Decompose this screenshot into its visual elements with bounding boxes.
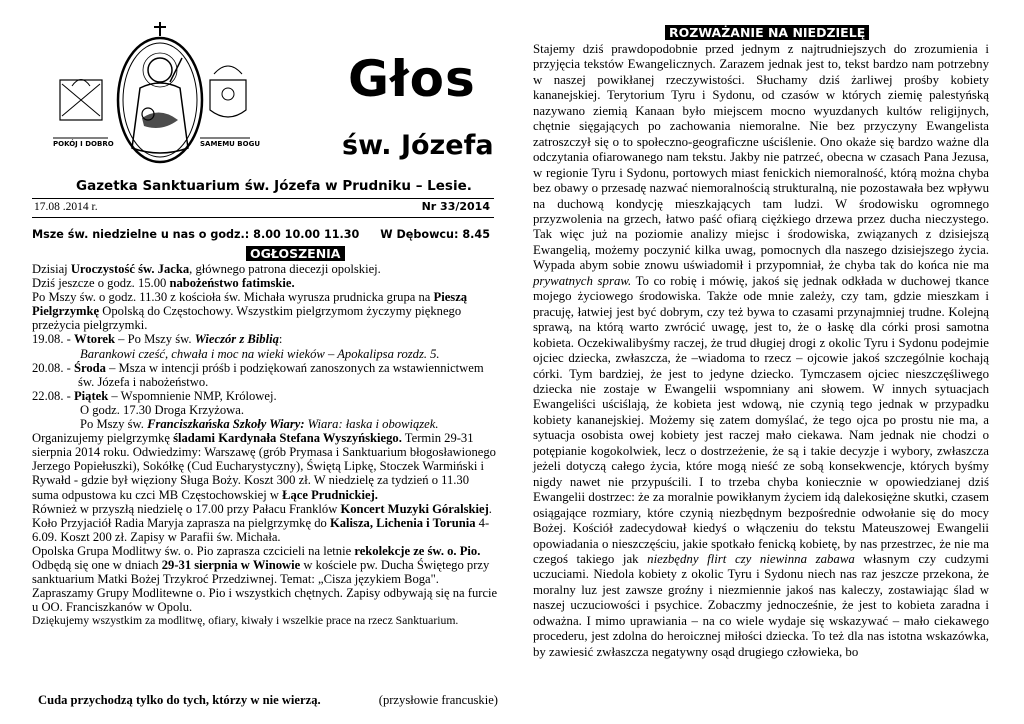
announcement-item: 19.08. - Wtorek – Po Mszy św. Wieczór z Biblią: [32, 332, 283, 347]
footer-quote [38, 693, 498, 708]
mass-times-sunday: Msze św. niedzielne u nas o godz.: 8.00 10.00 11.30 [32, 228, 360, 241]
announcement-item: 22.08. - Piątek – Wspomnienie NMP, Królowej. [32, 388, 277, 403]
announcement-item: Koło Przyjaciół Radia Maryja zaprasza na pielgrzymkę do Kalisza, Lichenia i Torunia 4-6.09. Koszt 200 zł. Zapisy w Parafii św. Michała. [32, 515, 490, 544]
reflection-paragraph: Stajemy dziś prawdopodobnie przed jednym z najtrudniejszych do zrozumienia i przyjęcia tekstów Ewangelicznych. Zarazem jednak jest to, tekst bardzo nam potrzebny w naszej powikłanej rzeczywistości. Słuchamy dziś żarliwej prośby kobiety kananejskiej. Terytorium Tyru i Sydonu, od czasów w których ziemię palestyńską nazywano ziemią Kanaan było miejscem mocno wyuzdanych kultów religijnych, chętnie sięgających po zachowania niemoralne. Nie bez przyczyny Ewangelista zatroszczył się o to społeczno-geograficzne uściślenie. Ono okaże się bardzo ważne dla odczytania ofiarowanego nam tekstu. Jakby nie patrzeć, obecna w czasach Pana Jezusa, w regionie Tyru i Sydonu, portowych miast fenickich niemoralność, którą można chyba bez obawy o przesadę nazwać niemoralnością strukturalną, nie pozostawała bez wpływu na duchową kondycję mieszkających tam ludzi. W środowisku ogromnego przyzwolenia na grzech, łatwo paść ofiarą ciężkiego drzewa przez ducha nieczystego. Tak więc już na poziomie analizy miejsc i środowiska, związanych z dzisiejszą Ewangelią, możemy poczynić kilka uwag, pomocnych dla naszego dzisiejszego życia. Wypada abym sobie znowu uświadomił i przypomniał, że chyba tak do końca nie ma prywatnych spraw. To co robię i mówię, jakoś się jednak odkłada w duchowej tkance mojego życiowego środowiska. Także ode mnie zależy, czy tam, gdzie mieszkam i pracuję, łatwiej jest być dobrym, czy też bywa to czasami przynajmniej trudne. Kolejną sprawą, na którą warto zwrócić uwagę, jest to, że o łaskę dla córki prosi samotna kobieta. Oczekiwalibyśmy raczej, że trud długiej drogi z okolic Tyru i Sydonu podejmie ojciec dziecka, zwłaszcza, że –wiadoma to rzecz – ojcowie jakoś szczególnie kochają córki. Tym bardziej, że jest to jedyne dziecko. Tymczasem ojciec nieszczęśliwego dziecka nie zostaje w Ewangelii wspomniany ani słowem. W innych sytuacjach Ewangeliści uściślają, że kobieta jest wdową, nie czynią tego jednak w przypadku kobiety kananejskiej. Możemy się zatem domyślać, że tego ojca po prostu nie ma, a sytuacja osobista owej kobiety jest raczej mało ciekawa. Nam jednak nie chodzi o potępianie kogokolwiek, lecz o dostrzeżenie, że są i takie decyzje i wybory, zwłaszcza jeżeli dotyczą całego życia, które mogą nieść ze sobą konsekwencje, których byśmy nigdy nawet nie przypuścili. I to trzeba chyba koniecznie w opowiedzianej dziś Ewangelii dostrzec: że za moralnie powikłanym życiem idą dalekosiężne skutki, czasem osiągające rozmiary, które czynią niezbędnym bezpośrednie odwołanie się do mocy Bożej. Kościół zadecydował kiedyś o włączeniu do tekstu Mateuszowej Ewangelii opowiadania o nieszczęściu, jakie spotkało fenicką kobietę, by nas przestrzec, że nie ma czegoś takiego jak niezbędny flirt czy niewinna zabawa własnym czy cudzymi uczuciami. Niedola kobiety z okolic Tyru i Sydonu niech nas raz jeszcze przekona, że moralny luz jest zawsze groźny i niezmiennie jakoś nas kaleczy, zostawiając ślad w naszej uczuciowości i psychice. Zobaczmy jednocześnie, że jest to kobieta zaradna i odważna. I mimo uprawiania – na co wiele wydaje się wskazywać – mało ciekawego procederu, jest zdolna do heroicznej miłości dziecka. To też dla nas istotna wskazówka, by zawiesić zwłaszcza negatywny osąd drugiego człowieka, bo [533, 42, 989, 659]
newsletter-title: Głos [348, 50, 476, 108]
announcement-item: Dziś jeszcze o godz. 15.00 nabożeństwo fatimskie. [32, 276, 295, 291]
announcement-item: Również w przyszłą niedzielę o 17.00 przy Pałacu Franklów Koncert Muzyki Góralskiej. [32, 501, 492, 516]
quote-text: Cuda przychodzą tylko do tych, którzy w nie wierzą. [38, 693, 321, 707]
announcement-item: Opolska Grupa Modlitwy św. o. Pio zaprasza czcicieli na letnie rekolekcje ze św. o. Pio. Odbędą się one w dniach 29-31 sierpnia w Winowie w kościele pw. Ducha Świętego przy sanktuarium Matki Bożej Trzykroć Przedziwnej. Temat: „Cisza językiem Boga". Zapraszamy Grupy Modlitewne o. Pio i wszystkich chętnych. Zapisy odbywają się na furcie u OO. Franciszkanów w Opolu. [32, 543, 498, 615]
announcement-item: O godz. 17.30 Droga Krzyżowa. [80, 402, 245, 417]
announcements-heading: OGŁOSZENIA [246, 245, 345, 263]
svg-text:POKÓJ I DOBRO: POKÓJ I DOBRO [53, 140, 114, 148]
issue-date: 17.08 .2014 r. [34, 201, 98, 213]
sanctuary-logo [50, 18, 261, 168]
quote-source: (przysłowie francuskie) [378, 693, 498, 707]
mass-times-debowiec: W Dębowcu: 8.45 [380, 228, 490, 241]
announcement-item: 20.08. - Środa – Msza w intencji próśb i podziękowań zanoszonych za wstawiennictwem św. Józefa i nabożeństwo. [32, 360, 484, 389]
announcement-item: Po Mszy św. o godz. 11.30 z kościoła św. Michała wyrusza prudnicka grupa na Pieszą Pielgrzymkę Opolską do Częstochowy. Wszystkim pielgrzymom życzymy pięknego przeżycia pielgrzymki. [32, 290, 468, 333]
mass-times [32, 228, 496, 241]
announcement-item: Barankowi cześć, chwała i moc na wieki wieków – Apokalipsa rozdz. 5. [80, 346, 440, 361]
reflection-heading: ROZWAŻANIE NA NIEDZIELĘ [665, 24, 869, 42]
issue-number: Nr 33/2014 [421, 200, 490, 213]
announcement-item: Dzisiaj Uroczystość św. Jacka, głównego patrona diecezji opolskiej. [32, 262, 381, 276]
announcement-item: Organizujemy pielgrzymkę śladami Kardynała Stefana Wyszyńskiego. Termin 29-31 sierpnia 2014 roku. Odwiedzimy: Warszawę (grób Prymasa i Sanktuarium błogosławionego Jerzego Popiełuszki), Sokółkę (Cud Eucharystyczny), Świętą Lipkę, Stoczek Warmiński i Rywałd - gdzie był więziony Sługa Boży. Koszt 300 zł. W niedzielę za tydzień o 11.30 suma odpustowa ku czci MB Częstochowskiej w Łące Prudnickiej. [32, 431, 496, 502]
newsletter-subtitle: św. Józefa [342, 130, 494, 161]
announcements-body [32, 262, 498, 628]
svg-text:SAMEMU BOGU: SAMEMU BOGU [200, 140, 261, 148]
reflection-body [533, 42, 989, 660]
announcement-item: Dziękujemy wszystkim za modlitwę, ofiary, kiwały i wszelkie prace na rzecz Sanktuarium. [32, 614, 459, 628]
announcement-item: Po Mszy św. Franciszkańska Szkoły Wiary: Wiara: łaska i obowiązek. [80, 417, 439, 432]
date-issue-bar [32, 198, 494, 218]
logo-graphic [50, 18, 261, 168]
publisher-line: Gazetka Sanktuarium św. Józefa w Prudniku – Lesie. [76, 178, 472, 194]
